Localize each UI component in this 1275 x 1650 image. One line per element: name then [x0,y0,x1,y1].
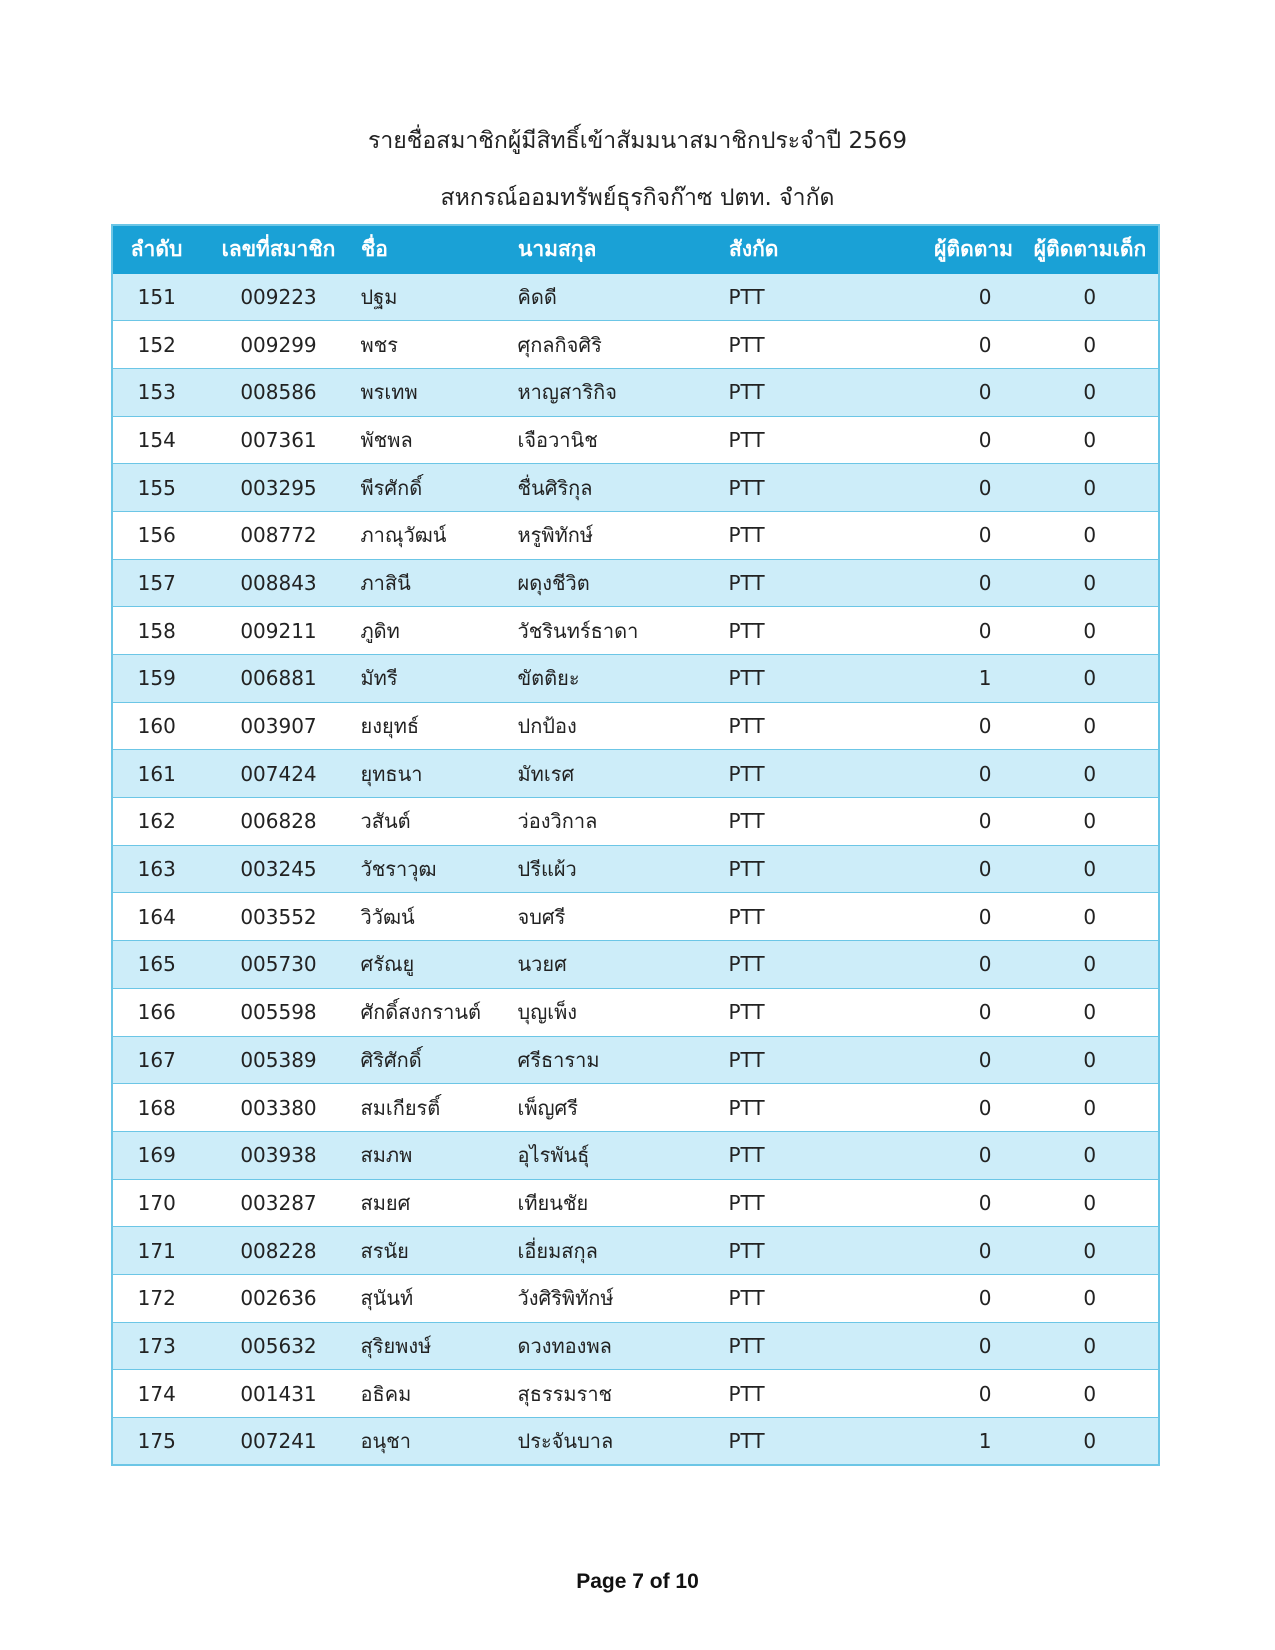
cell-affiliation: PTT [729,1274,805,1322]
cell-first-name: ภูดิท [357,607,514,655]
cell-first-name: สุนันท์ [357,1274,514,1322]
cell-followers: 0 [805,702,1022,750]
column-header-followers: ผู้ติดตาม [805,225,1022,273]
cell-first-name: ภาสินี [357,559,514,607]
cell-child-followers: 0 [1022,1084,1160,1132]
table-row [112,893,1159,941]
cell-affiliation: PTT [729,941,805,989]
cell-last-name: วัชรินทร์ธาดา [514,607,729,655]
cell-last-name: ศรีธาราม [514,1036,729,1084]
cell-last-name: มัทเรศ [514,750,729,798]
cell-order: 168 [112,1084,201,1132]
cell-order: 153 [112,368,201,416]
cell-followers: 0 [805,1084,1022,1132]
table-row [112,1227,1159,1275]
cell-followers: 0 [805,1179,1022,1227]
cell-first-name: วสันต์ [357,798,514,846]
cell-child-followers: 0 [1022,1227,1160,1275]
cell-member-id: 005730 [201,941,357,989]
cell-followers: 0 [805,559,1022,607]
page-title: รายชื่อสมาชิกผู้มีสิทธิ์เข้าสัมมนาสมาชิกประจำปี 2569 [368,128,907,154]
table-row [112,702,1159,750]
cell-affiliation: PTT [729,1370,805,1418]
cell-followers: 0 [805,607,1022,655]
cell-member-id: 009223 [201,273,357,321]
cell-child-followers: 0 [1022,1418,1160,1466]
cell-affiliation: PTT [729,1131,805,1179]
cell-member-id: 003938 [201,1131,357,1179]
cell-order: 151 [112,273,201,321]
table-row [112,655,1159,703]
cell-first-name: ยงยุทธ์ [357,702,514,750]
cell-member-id: 007361 [201,416,357,464]
cell-child-followers: 0 [1022,1370,1160,1418]
cell-last-name: บุญเพ็ง [514,988,729,1036]
cell-followers: 0 [805,273,1022,321]
table-row [112,1418,1159,1466]
member-table [111,224,1160,1466]
column-header-member-id: เลขที่สมาชิก [201,225,357,273]
cell-affiliation: PTT [729,464,805,512]
column-header-affiliation: สังกัด [729,225,805,273]
cell-child-followers: 0 [1022,1179,1160,1227]
cell-followers: 0 [805,464,1022,512]
cell-last-name: จบศรี [514,893,729,941]
cell-affiliation: PTT [729,893,805,941]
cell-followers: 0 [805,845,1022,893]
cell-last-name: ว่องวิกาล [514,798,729,846]
cell-last-name: เอี่ยมสกุล [514,1227,729,1275]
page-number: Page 7 of 10 [576,1570,699,1593]
cell-affiliation: PTT [729,416,805,464]
cell-last-name: เจือวานิช [514,416,729,464]
cell-last-name: หรูพิทักษ์ [514,511,729,559]
cell-order: 165 [112,941,201,989]
cell-order: 161 [112,750,201,798]
cell-first-name: พัชพล [357,416,514,464]
table-row [112,416,1159,464]
cell-followers: 0 [805,1227,1022,1275]
cell-followers: 0 [805,416,1022,464]
cell-child-followers: 0 [1022,559,1160,607]
table-row [112,1179,1159,1227]
table-row [112,1036,1159,1084]
table-header-row [112,225,1159,273]
cell-affiliation: PTT [729,1418,805,1466]
table-row [112,321,1159,369]
table-row [112,988,1159,1036]
cell-member-id: 008843 [201,559,357,607]
cell-member-id: 006828 [201,798,357,846]
cell-first-name: ศิริศักดิ์ [357,1036,514,1084]
cell-child-followers: 0 [1022,1131,1160,1179]
table-row [112,750,1159,798]
cell-first-name: อนุชา [357,1418,514,1466]
cell-order: 162 [112,798,201,846]
cell-first-name: สมเกียรติ์ [357,1084,514,1132]
cell-followers: 0 [805,1131,1022,1179]
cell-child-followers: 0 [1022,988,1160,1036]
table-row [112,1370,1159,1418]
cell-member-id: 005389 [201,1036,357,1084]
cell-last-name: คิดดี [514,273,729,321]
cell-followers: 0 [805,941,1022,989]
cell-affiliation: PTT [729,1036,805,1084]
cell-order: 163 [112,845,201,893]
cell-order: 166 [112,988,201,1036]
cell-affiliation: PTT [729,1227,805,1275]
cell-member-id: 003380 [201,1084,357,1132]
cell-followers: 1 [805,655,1022,703]
cell-member-id: 003245 [201,845,357,893]
table-row [112,1322,1159,1370]
table-row [112,941,1159,989]
cell-order: 171 [112,1227,201,1275]
cell-child-followers: 0 [1022,511,1160,559]
cell-child-followers: 0 [1022,941,1160,989]
cell-first-name: สุริยพงษ์ [357,1322,514,1370]
table-header [112,225,1159,273]
cell-order: 154 [112,416,201,464]
cell-first-name: ปฐม [357,273,514,321]
cell-affiliation: PTT [729,1084,805,1132]
cell-last-name: หาญสาริกิจ [514,368,729,416]
cell-first-name: ศรัณยู [357,941,514,989]
cell-child-followers: 0 [1022,798,1160,846]
table-row [112,368,1159,416]
cell-member-id: 003552 [201,893,357,941]
cell-followers: 0 [805,368,1022,416]
cell-child-followers: 0 [1022,464,1160,512]
cell-first-name: วัชราวุฒ [357,845,514,893]
cell-affiliation: PTT [729,798,805,846]
cell-order: 158 [112,607,201,655]
cell-affiliation: PTT [729,607,805,655]
cell-affiliation: PTT [729,988,805,1036]
cell-order: 152 [112,321,201,369]
cell-member-id: 007241 [201,1418,357,1466]
cell-last-name: ขัตติยะ [514,655,729,703]
page-subtitle: สหกรณ์ออมทรัพย์ธุรกิจก๊าซ ปตท. จำกัด [440,185,835,211]
cell-member-id: 003287 [201,1179,357,1227]
cell-affiliation: PTT [729,273,805,321]
cell-member-id: 009299 [201,321,357,369]
cell-last-name: เทียนชัย [514,1179,729,1227]
cell-child-followers: 0 [1022,1036,1160,1084]
cell-child-followers: 0 [1022,702,1160,750]
cell-child-followers: 0 [1022,607,1160,655]
cell-affiliation: PTT [729,655,805,703]
column-header-child-followers: ผู้ติดตามเด็ก [1022,225,1160,273]
cell-followers: 0 [805,1322,1022,1370]
cell-order: 167 [112,1036,201,1084]
table-row [112,1084,1159,1132]
cell-member-id: 002636 [201,1274,357,1322]
member-table-container [111,224,1147,1466]
cell-last-name: วังศิริพิทักษ์ [514,1274,729,1322]
cell-child-followers: 0 [1022,416,1160,464]
cell-order: 174 [112,1370,201,1418]
column-header-order: ลำดับ [112,225,201,273]
cell-order: 170 [112,1179,201,1227]
cell-child-followers: 0 [1022,655,1160,703]
cell-member-id: 008586 [201,368,357,416]
cell-last-name: ชื่นศิริกุล [514,464,729,512]
cell-first-name: ยุทธนา [357,750,514,798]
cell-last-name: ประจันบาล [514,1418,729,1466]
cell-last-name: เพ็ญศรี [514,1084,729,1132]
cell-order: 172 [112,1274,201,1322]
cell-child-followers: 0 [1022,1274,1160,1322]
cell-affiliation: PTT [729,321,805,369]
cell-last-name: ผดุงชีวิต [514,559,729,607]
cell-member-id: 001431 [201,1370,357,1418]
cell-order: 173 [112,1322,201,1370]
cell-first-name: พรเทพ [357,368,514,416]
cell-order: 160 [112,702,201,750]
cell-order: 155 [112,464,201,512]
table-row [112,798,1159,846]
table-row [112,511,1159,559]
cell-order: 159 [112,655,201,703]
cell-member-id: 003907 [201,702,357,750]
cell-last-name: นวยศ [514,941,729,989]
table-row [112,273,1159,321]
cell-affiliation: PTT [729,1179,805,1227]
cell-first-name: อธิคม [357,1370,514,1418]
cell-affiliation: PTT [729,750,805,798]
cell-child-followers: 0 [1022,893,1160,941]
column-header-first-name: ชื่อ [357,225,514,273]
cell-followers: 0 [805,321,1022,369]
cell-affiliation: PTT [729,1322,805,1370]
cell-followers: 0 [805,1274,1022,1322]
cell-order: 169 [112,1131,201,1179]
cell-last-name: ปรีแผ้ว [514,845,729,893]
cell-followers: 0 [805,988,1022,1036]
cell-followers: 0 [805,798,1022,846]
cell-member-id: 005598 [201,988,357,1036]
cell-first-name: สมภพ [357,1131,514,1179]
cell-first-name: ภาณุวัฒน์ [357,511,514,559]
table-row [112,1131,1159,1179]
cell-member-id: 003295 [201,464,357,512]
table-row [112,559,1159,607]
cell-first-name: ศักดิ์สงกรานต์ [357,988,514,1036]
cell-order: 164 [112,893,201,941]
cell-affiliation: PTT [729,845,805,893]
table-row [112,607,1159,655]
cell-child-followers: 0 [1022,1322,1160,1370]
cell-first-name: สรนัย [357,1227,514,1275]
cell-followers: 0 [805,1036,1022,1084]
cell-first-name: พีรศักดิ์ [357,464,514,512]
cell-member-id: 008772 [201,511,357,559]
cell-order: 156 [112,511,201,559]
cell-member-id: 007424 [201,750,357,798]
cell-followers: 1 [805,1418,1022,1466]
table-row [112,1274,1159,1322]
cell-child-followers: 0 [1022,368,1160,416]
cell-last-name: อุไรพันธุ์ [514,1131,729,1179]
cell-affiliation: PTT [729,368,805,416]
cell-order: 175 [112,1418,201,1466]
table-row [112,845,1159,893]
cell-child-followers: 0 [1022,750,1160,798]
cell-followers: 0 [805,893,1022,941]
cell-member-id: 008228 [201,1227,357,1275]
cell-first-name: วิวัฒน์ [357,893,514,941]
cell-member-id: 006881 [201,655,357,703]
cell-affiliation: PTT [729,511,805,559]
cell-last-name: ปกป้อง [514,702,729,750]
cell-affiliation: PTT [729,559,805,607]
cell-last-name: ดวงทองพล [514,1322,729,1370]
cell-first-name: มัทรี [357,655,514,703]
cell-member-id: 005632 [201,1322,357,1370]
cell-last-name: สุธรรมราช [514,1370,729,1418]
cell-child-followers: 0 [1022,321,1160,369]
cell-followers: 0 [805,750,1022,798]
cell-affiliation: PTT [729,702,805,750]
cell-member-id: 009211 [201,607,357,655]
table-body [112,273,1159,1465]
cell-followers: 0 [805,511,1022,559]
table-row [112,464,1159,512]
cell-first-name: พชร [357,321,514,369]
cell-first-name: สมยศ [357,1179,514,1227]
cell-followers: 0 [805,1370,1022,1418]
cell-child-followers: 0 [1022,273,1160,321]
column-header-last-name: นามสกุล [514,225,729,273]
cell-order: 157 [112,559,201,607]
cell-child-followers: 0 [1022,845,1160,893]
cell-last-name: ศุกลกิจศิริ [514,321,729,369]
